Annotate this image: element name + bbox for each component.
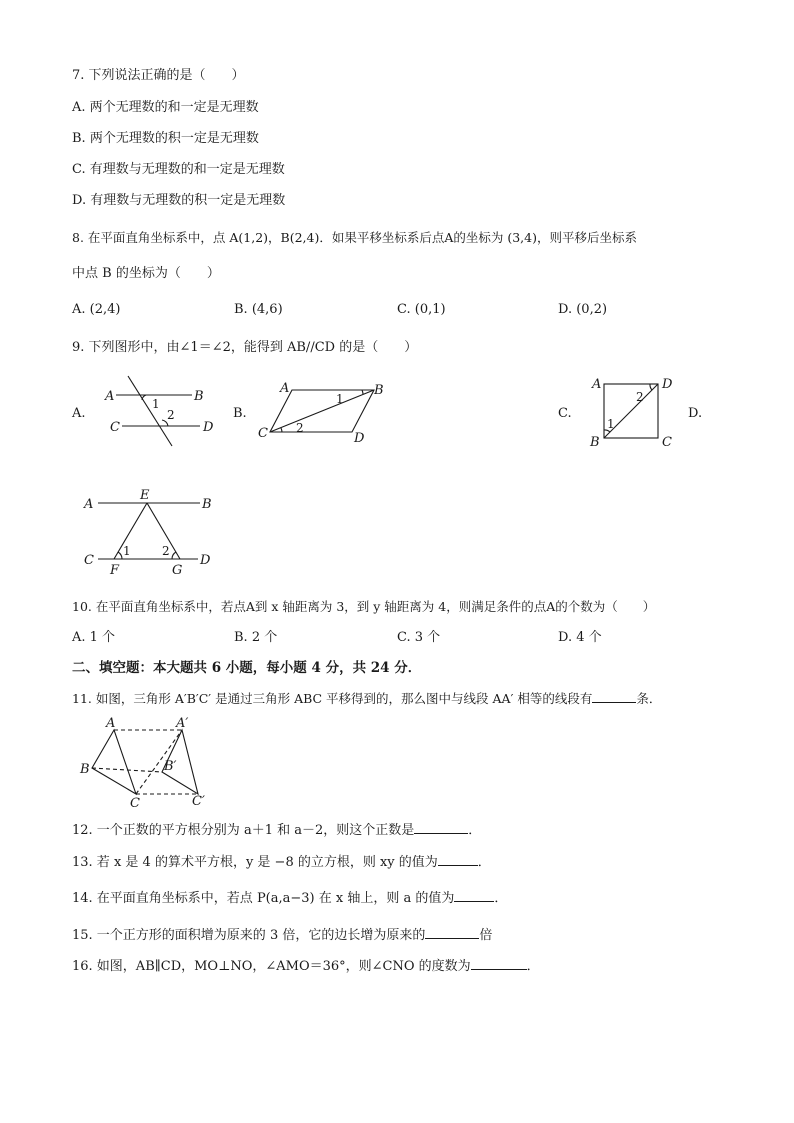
fig-11-point-b: B [80, 762, 90, 777]
question-15-stem: 15. 一个正方形的面积增为原来的 3 倍，它的边长增为原来的 [72, 928, 426, 943]
fig-d-angle1-arc [118, 552, 122, 559]
fig-d-point-g: G [172, 563, 183, 576]
section-2-title: 二、填空题：本大题共 6 小题，每小题 4 分，共 24 分． [72, 660, 422, 676]
fig-d-angle2-arc [172, 552, 176, 559]
fig-c-point-c: C [662, 435, 672, 450]
question-8-option-d: D. (0,2) [558, 302, 608, 317]
fig-a-angle1-label: 1 [152, 397, 160, 411]
fig-a-point-a: A [105, 389, 115, 404]
fig-11-point-a: A [106, 716, 116, 731]
fig-d-point-b: B [202, 497, 212, 512]
question-10-option-c: C. 3 个 [397, 630, 441, 645]
question-7-stem: 7. 下列说法正确的是（ ） [72, 68, 245, 83]
fig-d-point-a: A [84, 497, 94, 512]
fig-c-point-a: A [592, 377, 602, 392]
question-11-end: 条． [636, 691, 662, 706]
fig-d-angle2-label: 2 [162, 544, 170, 558]
fig-a-angle2-label: 2 [167, 408, 175, 422]
question-11-text: 11. 如图，三角形 A′B′C′ 是通过三角形 ABC 平移得到的，那么图中与线段 AA′ 相等的线段有 [72, 691, 593, 706]
question-8-option-b: B. (4,6) [234, 302, 283, 317]
fig-b-angle1-arc [362, 390, 363, 394]
fig-a-point-b: B [194, 389, 204, 404]
question-13-end: ． [477, 855, 491, 870]
question-13-stem: 13. 若 x 是 4 的算术平方根，y 是 −8 的立方根，则 xy 的值为 [72, 855, 438, 870]
question-9-stem: 9. 下列图形中，由∠1＝∠2，能得到 AB//CD 的是（ ） [72, 340, 418, 355]
question-11-stem [72, 690, 661, 707]
fig-d-angle1-label: 1 [123, 544, 131, 558]
question-12-stem: 12. 一个正数的平方根分别为 a＋1 和 a－2，则这个正数是 [72, 823, 415, 838]
question-9-figure-a [100, 372, 220, 452]
question-8-option-a: A. (2,4) [72, 302, 121, 317]
fig-c-angle1-label: 1 [607, 417, 615, 431]
fig-d-point-c: C [84, 553, 94, 568]
fig-d-point-f: F [110, 563, 120, 576]
question-15-answer-blank [425, 926, 479, 939]
question-15-end: 倍 [479, 928, 493, 943]
question-8-stem-line1: 8. 在平面直角坐标系中，点 A(1,2)，B(2,4)．如果平移坐标系后点A的坐标为 (3,4)，则平移后坐标系 [72, 230, 637, 245]
fig-d-point-e: E [140, 488, 150, 503]
fig-a-transversal [128, 376, 172, 446]
fig-b-point-d: D [354, 431, 365, 446]
question-12-end: ． [468, 823, 482, 838]
question-16-end: ． [526, 959, 540, 974]
question-9-label-a: A. [72, 406, 86, 421]
fig-c-point-b: B [590, 435, 600, 450]
question-7-option-a: A. 两个无理数的和一定是无理数 [72, 100, 259, 115]
question-12 [72, 821, 481, 839]
question-16-stem: 16. 如图，AB∥CD，MO⊥NO，∠AMO＝36°，则∠CNO 的度数为 [72, 959, 471, 974]
question-9-figure-c [584, 372, 684, 452]
question-14-end: ． [494, 891, 508, 906]
question-13 [72, 853, 491, 871]
question-8-stem-line2: 中点 B 的坐标为（ ） [72, 266, 220, 281]
fig-d-point-d: D [200, 553, 211, 568]
fig-b-point-a: A [280, 381, 290, 396]
fig-a-point-d: D [203, 420, 214, 435]
question-7-option-c: C. 有理数与无理数的和一定是无理数 [72, 162, 285, 177]
fig-a-angle1-arc [142, 395, 146, 400]
question-9-figure-d [80, 486, 220, 576]
question-10-stem: 10. 在平面直角坐标系中，若点A到 x 轴距离为 3，到 y 轴距离为 4，则满足条件的点A的个数为（ ） [72, 599, 656, 614]
fig-b-point-b: B [374, 383, 384, 398]
fig-b-angle2-arc [281, 428, 282, 432]
fig-c-angle2-arc [650, 384, 652, 390]
fig-11-point-c1: C′ [192, 794, 205, 809]
question-11-answer-blank [592, 690, 636, 703]
fig-11-point-c: C [130, 796, 140, 810]
question-10-option-b: B. 2 个 [234, 630, 278, 645]
fig-b-angle1-label: 1 [336, 392, 344, 406]
question-7-option-d: D. 有理数与无理数的积一定是无理数 [72, 193, 286, 208]
fig-b-angle2-label: 2 [296, 421, 304, 435]
question-14-answer-blank [454, 889, 494, 902]
question-9-label-d: D. [688, 406, 703, 421]
question-14-stem: 14. 在平面直角坐标系中，若点 P(a,a−3) 在 x 轴上，则 a 的值为 [72, 891, 455, 906]
question-14 [72, 889, 507, 907]
question-16 [72, 957, 540, 975]
question-10-option-d: D. 4 个 [558, 630, 602, 645]
question-9-label-c: C. [558, 406, 572, 421]
fig-c-angle2-label: 2 [636, 390, 644, 404]
question-8-option-c: C. (0,1) [397, 302, 446, 317]
question-16-answer-blank [471, 957, 527, 970]
question-13-answer-blank [438, 853, 478, 866]
fig-11-point-b1: B′ [164, 759, 177, 774]
question-9-figure-b [256, 376, 392, 448]
fig-b-point-c: C [258, 426, 268, 441]
question-7-option-b: B. 两个无理数的积一定是无理数 [72, 131, 259, 146]
question-11-figure [78, 714, 218, 810]
question-10-option-a: A. 1 个 [72, 630, 116, 645]
question-15 [72, 926, 492, 944]
fig-11-point-a1: A′ [176, 716, 189, 731]
question-12-answer-blank [414, 821, 468, 834]
fig-b-diagonal-cb [270, 390, 374, 432]
fig-c-point-d: D [662, 377, 673, 392]
fig-a-point-c: C [110, 420, 120, 435]
question-9-label-b: B. [233, 406, 247, 421]
fig-11-triangle-abc [92, 730, 136, 794]
